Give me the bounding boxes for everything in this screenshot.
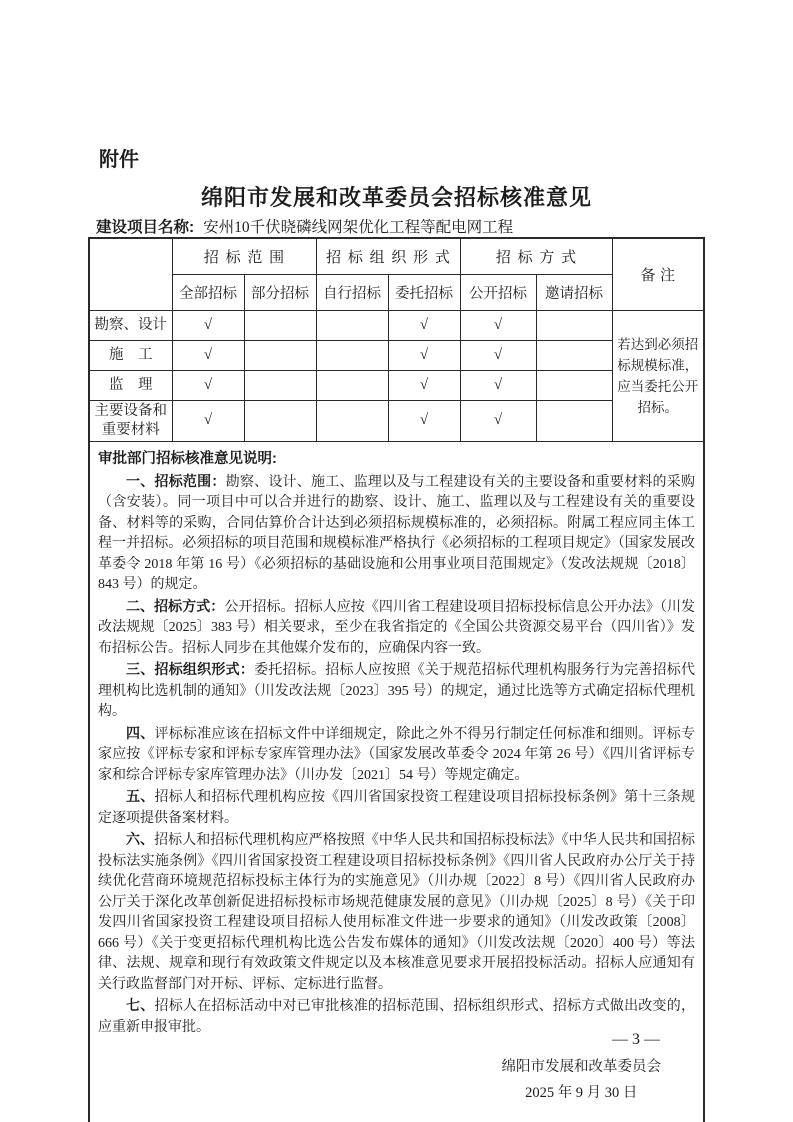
check-cell: √ — [172, 371, 244, 401]
project-name-line — [96, 215, 513, 237]
paragraph-lead: 三、招标组织形式： — [126, 661, 255, 678]
table-row-construction — [90, 341, 703, 371]
check-cell — [536, 341, 612, 371]
check-cell — [244, 401, 316, 442]
check-cell: √ — [388, 311, 460, 341]
check-cell — [536, 311, 612, 341]
paragraph-text: 勘察、设计、施工、监理以及与工程建设有关的主要设备和重要材料的采购（含安装）。同一项目中可以合并进行的勘察、设计、施工、监理以及与工程建设有关的重要设备、材料等的采购，合同估算价合计达到必须招标规模标准的，必须招标。附属工程应同主体工程一并招标。必须招标的项目范围和规模标准严格执行《必须招标的工程项目规定》（国家发展改革委令 2018 年第 16 号）《必须招标的基础设施和公用事业项目范围规定》（发改法规规〔2018〕843 号）的规定。 — [98, 474, 696, 593]
check-cell — [244, 371, 316, 401]
paragraph-text: 公开招标。招标人应按《四川省工程建设项目招标投标信息公开办法》（川发改法规规〔2025〕383 号）相关要求，至少在我省指定的《全国公共资源交易平台（四川省）》发布招标公告。招标人同步在其他媒介发布的，应确保内容一致。 — [98, 599, 696, 656]
paragraph-lead: 五、 — [126, 788, 155, 805]
row-label: 勘察、设计 — [90, 311, 172, 341]
col-group-bid-method: 招标方式 — [460, 239, 612, 275]
check-cell: √ — [172, 341, 244, 371]
approval-box — [88, 237, 705, 1122]
check-cell: √ — [388, 341, 460, 371]
check-cell — [316, 341, 388, 371]
check-cell — [316, 401, 388, 442]
row-label: 主要设备和重要材料 — [90, 401, 172, 442]
check-cell: √ — [388, 401, 460, 442]
subheader-partial-bidding: 部分招标 — [244, 275, 316, 311]
paragraph-lead: 四、 — [126, 724, 155, 741]
opinion-paragraph-5 — [98, 786, 695, 829]
document-title: 绵阳市发展和改革委员会招标核准意见 — [200, 185, 592, 210]
table-group-header-row — [90, 239, 703, 275]
paragraph-lead: 六、 — [126, 831, 155, 848]
table-row-supervision — [90, 371, 703, 401]
col-group-bid-organization: 招标组织形式 — [316, 239, 460, 275]
check-cell — [316, 371, 388, 401]
check-cell — [536, 371, 612, 401]
project-name-value: 安州10千伏晓磷线网架优化工程等配电网工程 — [203, 219, 514, 236]
subheader-entrusted-bidding: 委托招标 — [388, 275, 460, 311]
check-cell: √ — [172, 401, 244, 442]
paragraph-text: 招标人和招标代理机构应按《四川省国家投资工程建设项目招标投标条例》第十三条规定逐项提供备案材料。 — [98, 790, 696, 826]
check-cell: √ — [172, 311, 244, 341]
paragraph-text: 招标人在招标活动中对已审批核准的招标范围、招标组织形式、招标方式做出改变的，应重新申报审批。 — [98, 999, 696, 1035]
paragraph-lead: 一、招标范围： — [126, 472, 226, 489]
approval-table — [90, 239, 703, 442]
check-cell — [244, 311, 316, 341]
table-row-survey-design — [90, 311, 703, 341]
opinion-paragraph-1 — [98, 471, 695, 596]
attachment-label: 附件 — [99, 149, 139, 171]
opinion-paragraph-3 — [98, 659, 695, 723]
subheader-all-bidding: 全部招标 — [172, 275, 244, 311]
table-sub-header-row — [90, 275, 703, 311]
check-cell: √ — [388, 371, 460, 401]
row-label: 监 理 — [90, 371, 172, 401]
corner-cell — [90, 239, 172, 311]
paragraph-lead: 七、 — [126, 997, 155, 1014]
signature-org: 绵阳市发展和改革委员会 — [501, 1059, 661, 1076]
opinion-section — [90, 442, 703, 1039]
signature-block — [502, 1054, 662, 1106]
check-cell: √ — [460, 401, 536, 442]
subheader-invited-bidding: 邀请招标 — [536, 275, 612, 311]
signature-date: 2025 年 9 月 30 日 — [525, 1085, 638, 1102]
opinion-paragraph-2 — [98, 596, 695, 660]
opinion-paragraph-6 — [98, 829, 695, 995]
opinion-heading: 审批部门招标核准意见说明: — [98, 450, 277, 467]
project-name-label: 建设项目名称: — [96, 219, 195, 236]
row-label: 施 工 — [90, 341, 172, 371]
page-number: — 3 — — [612, 1031, 660, 1048]
check-cell — [244, 341, 316, 371]
paragraph-text: 评标标准应该在招标文件中详细规定，除此之外不得另行制定任何标准和细则。评标专家应按《评标专家和评标专家库管理办法》（国家发展改革委令 2024 年第 26 号）《四川省评标专家和综合评标专家库管理办法》（川办发〔2021〕54 号）等规定确定。 — [98, 726, 696, 783]
subheader-self-bidding: 自行招标 — [316, 275, 388, 311]
opinion-paragraph-4 — [98, 723, 695, 787]
subheader-open-bidding: 公开招标 — [460, 275, 536, 311]
paragraph-text: 委托招标。招标人应按照《关于规范招标代理机构服务行为完善招标代理机构比选机制的通知》（川发改法规〔2023〕395 号）的规定，通过比选等方式确定招标代理机构。 — [98, 663, 695, 720]
paragraph-lead: 二、招标方式： — [126, 597, 225, 614]
col-group-bid-scope: 招标范围 — [172, 239, 316, 275]
remark-cell: 若达到必须招标规模标准，应当委托公开招标。 — [612, 311, 703, 442]
check-cell — [316, 311, 388, 341]
check-cell: √ — [460, 311, 536, 341]
check-cell: √ — [460, 371, 536, 401]
check-cell — [536, 401, 612, 442]
check-cell: √ — [460, 341, 536, 371]
paragraph-text: 招标人和招标代理机构应严格按照《中华人民共和国招标投标法》《中华人民共和国招标投标法实施条例》《四川省国家投资工程建设项目招标投标条例》《四川省人民政府办公厅关于持续优化营商环境规范招标投标主体行为的实施意见》（川办规〔2022〕8 号）《四川省人民政府办公厅关于深化改革创新促进招标投标市场规范健康发展的意见》（川办规〔2025〕8 号）《关于印发四川省国家投资工程建设项目招标人使用标准文件进一步要求的通知》（川发改政策〔2008〕666 号）《关于变更招标代理机构比选公告发布媒体的通知》（川发改法规〔2020〕400 号）等法律、法规、规章和现行有效政策文件规定以及本核准意见要求开展招投标活动。招标人应通知有关行政监督部门对开标、评标、定标进行监督。 — [98, 833, 696, 992]
table-row-equipment-materials — [90, 401, 703, 442]
remark-header: 备注 — [612, 239, 703, 311]
